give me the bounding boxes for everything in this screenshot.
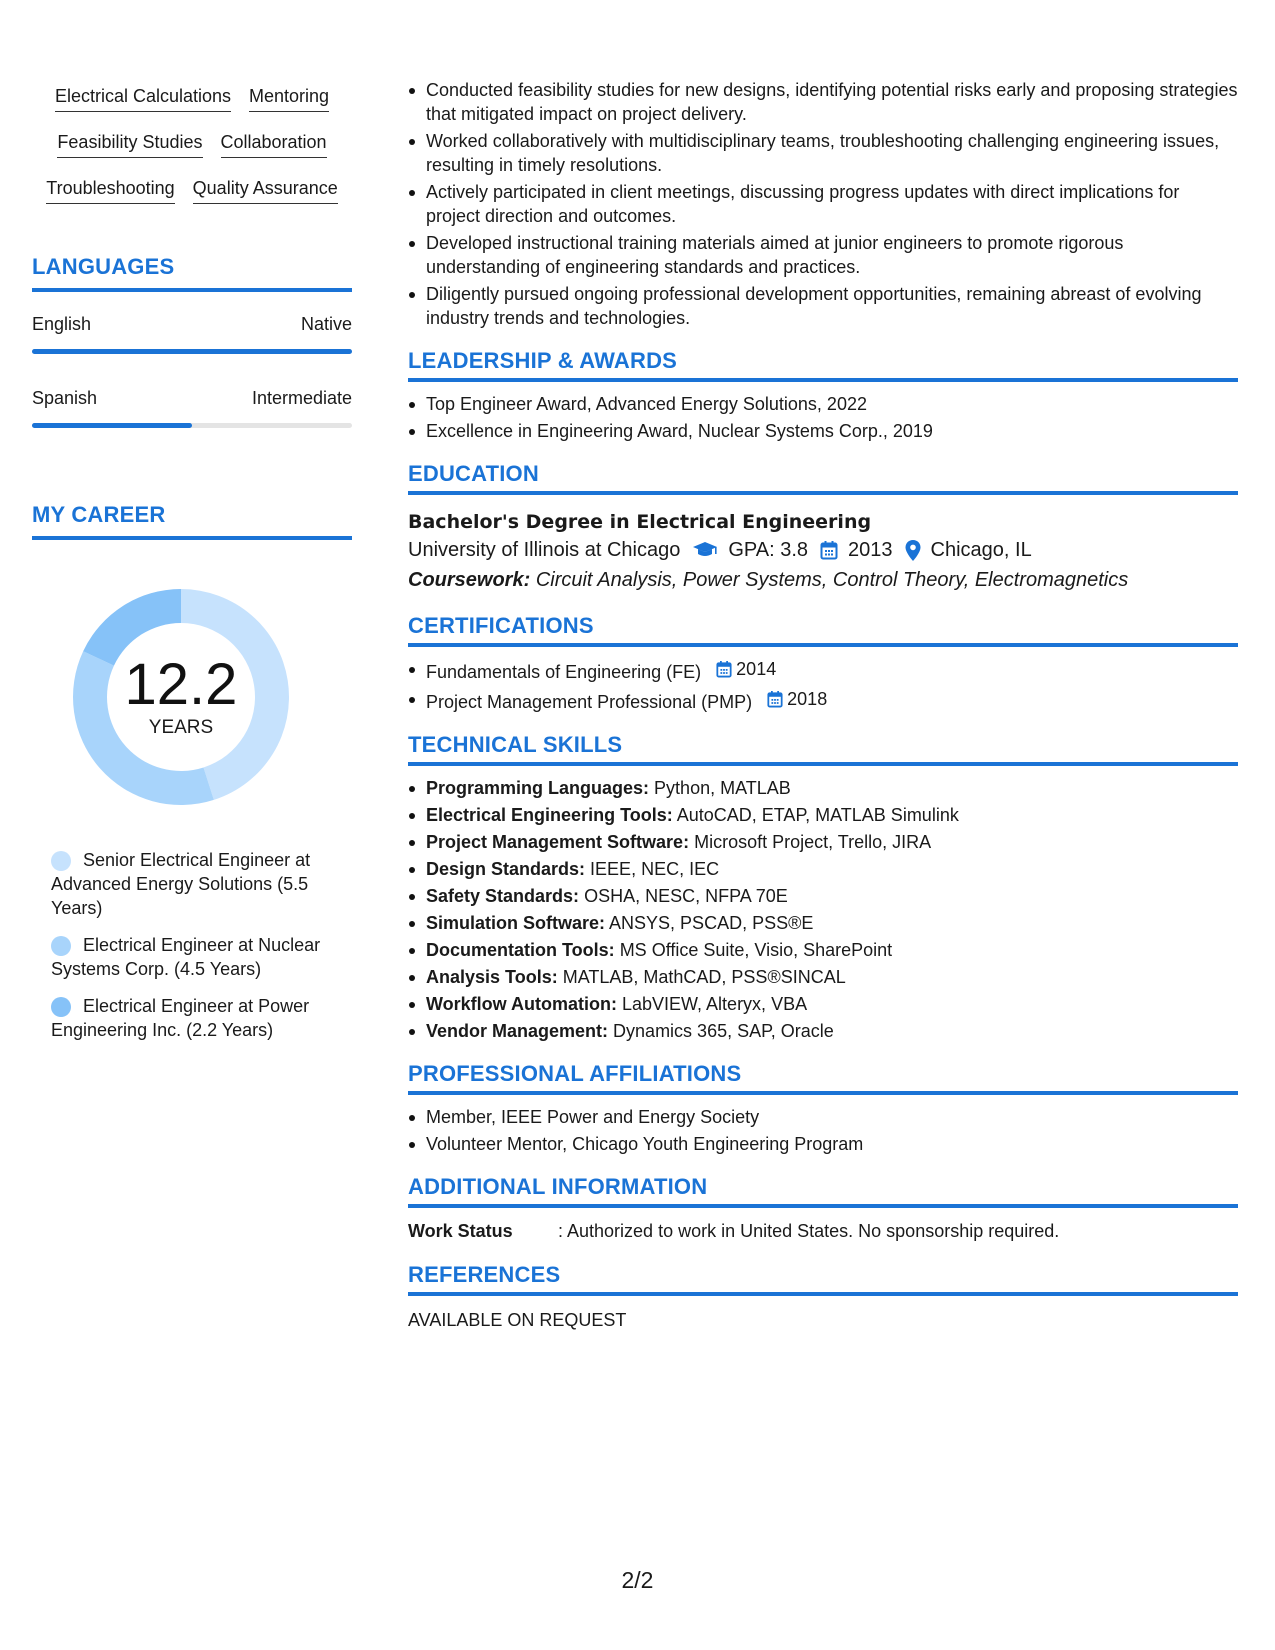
main-content [408, 78, 1238, 1331]
leadership-list [408, 392, 1238, 443]
legend-text: Senior Electrical Engineer at Advanced Energy Solutions (5.5 Years) [51, 850, 311, 918]
language-bar [32, 423, 352, 428]
skill-item [408, 884, 1238, 908]
calendar-icon [716, 660, 732, 678]
skill-tags [32, 80, 352, 204]
legend-text: Electrical Engineer at Nuclear Systems Corp. (4.5 Years) [51, 935, 321, 979]
skill-value: LabVIEW, Alteryx, VBA [622, 994, 808, 1014]
skill-tag: Mentoring [249, 80, 329, 112]
skill-item [408, 803, 1238, 827]
affiliations-heading: PROFESSIONAL AFFILIATIONS [408, 1061, 1238, 1095]
skill-value: IEEE, NEC, IEC [590, 859, 720, 879]
skill-value: MATLAB, MathCAD, PSS®SINCAL [562, 967, 846, 987]
language-name: English [32, 314, 92, 334]
education-gpa: GPA: 3.8 [728, 539, 809, 561]
skill-value: ANSYS, PSCAD, PSS®E [609, 913, 814, 933]
donut-center [66, 582, 296, 812]
skill-label: Documentation Tools: [426, 940, 615, 960]
education-degree: Bachelor's Degree in Electrical Engineering [408, 511, 872, 533]
certification-name: Fundamentals of Engineering (FE) [426, 662, 702, 682]
legend-dot [51, 851, 71, 871]
skill-item [408, 776, 1238, 800]
sidebar [32, 80, 352, 1055]
education-school: University of Illinois at Chicago [408, 539, 681, 561]
skill-item [408, 830, 1238, 854]
skill-item [408, 965, 1238, 989]
skill-value: Microsoft Project, Trello, JIRA [694, 832, 932, 852]
award-item: Top Engineer Award, Advanced Energy Solutions, 2022 [408, 392, 1238, 416]
work-status-row [408, 1218, 1238, 1244]
work-status-value: : Authorized to work in United States. No sponsorship required. [558, 1221, 1060, 1241]
skill-tag: Collaboration [221, 126, 327, 158]
references-text: AVAILABLE ON REQUEST [408, 1310, 627, 1330]
skill-value: Dynamics 365, SAP, Oracle [613, 1021, 834, 1041]
technical-skills-heading: TECHNICAL SKILLS [408, 732, 1238, 766]
affiliations-list [408, 1105, 1238, 1156]
career-heading: MY CAREER [32, 502, 352, 540]
certification-year: 2014 [736, 659, 777, 679]
language-row [32, 388, 352, 409]
language-bar-fill [32, 349, 352, 354]
experience-bullet: Worked collaboratively with multidisciplinary teams, troubleshooting challenging engineering issues, resulting in timely resolutions. [408, 129, 1238, 177]
certification-item [408, 657, 1238, 684]
coursework-label: Coursework: [408, 569, 531, 591]
certifications-list [408, 657, 1238, 714]
skill-value: MS Office Suite, Visio, SharePoint [619, 940, 893, 960]
career-legend [51, 848, 341, 1042]
location-pin-icon [905, 540, 921, 561]
legend-item [51, 933, 341, 981]
page-number: 2/2 [621, 1567, 654, 1593]
legend-text: Electrical Engineer at Power Engineering Inc. (2.2 Years) [51, 996, 310, 1040]
certification-name: Project Management Professional (PMP) [426, 692, 753, 712]
coursework-text: Circuit Analysis, Power Systems, Control Theory, Electromagnetics [535, 569, 1129, 591]
skill-label: Electrical Engineering Tools: [426, 805, 673, 825]
career-section [32, 502, 352, 1042]
skill-label: Simulation Software: [426, 913, 606, 933]
calendar-icon [820, 540, 838, 560]
skill-item [408, 911, 1238, 935]
experience-bullet: Developed instructional training materials aimed at junior engineers to promote rigorous understanding of engineering standards and practices. [408, 231, 1238, 279]
affiliation-item: Member, IEEE Power and Energy Society [408, 1105, 1238, 1129]
skill-tag: Feasibility Studies [57, 126, 202, 158]
work-status-label: Work Status [408, 1221, 513, 1241]
certification-year: 2018 [787, 689, 828, 709]
skill-label: Vendor Management: [426, 1021, 609, 1041]
education-heading: EDUCATION [408, 461, 1238, 495]
skill-label: Design Standards: [426, 859, 586, 879]
skill-tag: Troubleshooting [46, 172, 174, 204]
skill-label: Workflow Automation: [426, 994, 617, 1014]
language-row [32, 314, 352, 335]
skill-item [408, 938, 1238, 962]
additional-info-heading: ADDITIONAL INFORMATION [408, 1174, 1238, 1208]
leadership-heading: LEADERSHIP & AWARDS [408, 348, 1238, 382]
legend-dot [51, 997, 71, 1017]
award-item: Excellence in Engineering Award, Nuclear Systems Corp., 2019 [408, 419, 1238, 443]
languages-section [32, 254, 352, 428]
skill-value: Python, MATLAB [654, 778, 791, 798]
skill-label: Analysis Tools: [426, 967, 558, 987]
skill-value: AutoCAD, ETAP, MATLAB Simulink [676, 805, 959, 825]
languages-heading: LANGUAGES [32, 254, 352, 292]
skill-label: Safety Standards: [426, 886, 580, 906]
language-name: Spanish [32, 388, 98, 408]
skill-label: Programming Languages: [426, 778, 650, 798]
calendar-icon [767, 690, 783, 708]
career-unit: YEARS [148, 717, 214, 738]
experience-bullet: Diligently pursued ongoing professional development opportunities, remaining abreast of evolving industry trends and technologies. [408, 282, 1238, 330]
skill-value: OSHA, NESC, NFPA 70E [584, 886, 788, 906]
skill-label: Project Management Software: [426, 832, 690, 852]
experience-bullet: Conducted feasibility studies for new designs, identifying potential risks early and proposing strategies that mitigated impact on project delivery. [408, 78, 1238, 126]
experience-bullets [408, 78, 1238, 330]
legend-dot [51, 936, 71, 956]
skill-tag: Electrical Calculations [55, 80, 231, 112]
skill-item [408, 857, 1238, 881]
language-level: Intermediate [251, 388, 352, 408]
language-level: Native [300, 314, 352, 334]
certifications-heading: CERTIFICATIONS [408, 613, 1238, 647]
language-bar-fill [32, 423, 192, 428]
graduation-cap-icon [692, 541, 718, 559]
career-donut [66, 582, 296, 812]
skill-item [408, 992, 1238, 1016]
language-bar [32, 349, 352, 354]
references-heading: REFERENCES [408, 1262, 1238, 1296]
skill-tag: Quality Assurance [193, 172, 338, 204]
education-coursework [408, 565, 1238, 595]
career-total: 12.2 [124, 652, 238, 717]
education-year: 2013 [848, 539, 893, 561]
education-details [408, 535, 1238, 565]
legend-item [51, 848, 341, 920]
experience-bullet: Actively participated in client meetings, discussing progress updates with direct implications for project direction and outcomes. [408, 180, 1238, 228]
technical-skills-list [408, 776, 1238, 1043]
affiliation-item: Volunteer Mentor, Chicago Youth Engineering Program [408, 1132, 1238, 1156]
education-location: Chicago, IL [930, 539, 1032, 561]
legend-item [51, 994, 341, 1042]
certification-item [408, 687, 1238, 714]
skill-item [408, 1019, 1238, 1043]
